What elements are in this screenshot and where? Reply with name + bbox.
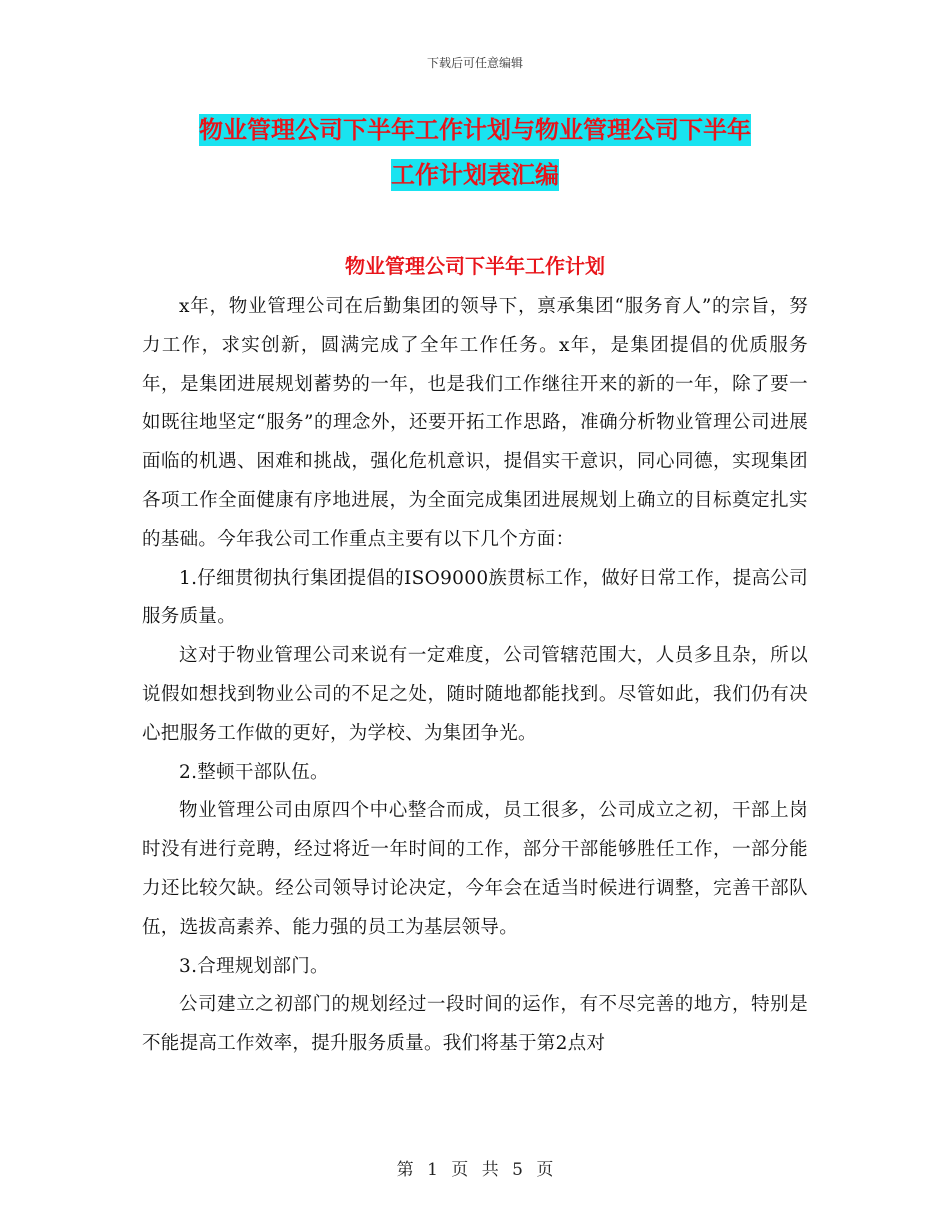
paragraph: 2.整顿干部队伍。 [179,761,329,783]
paragraph: 这对于物业管理公司来说有一定难度，公司管辖范围大，人员多且杂，所以说假如想找到物业公司的不足之处，随时随地都能找到。尽管如此，我们仍有决心把服务工作做的更好，为学校、为集团争光。 [142,645,808,744]
header-note: 下载后可任意编辑 [426,56,523,70]
paragraph: 3.合理规划部门。 [179,955,329,977]
document-title [140,108,810,198]
document-body [142,288,808,1064]
paragraph: x年，物业管理公司在后勤集团的领导下，禀承集团“服务育人”的宗旨，努力工作，求实创新，圆满完成了全年工作任务。x年，是集团提倡的优质服务年，是集团进展规划蓄势的一年，也是我们工作继往开来的新的一年，除了要一如既往地坚定“服务”的理念外，还要开拓工作思路，准确分析物业管理公司进展面临的机遇、困难和挑战，强化危机意识，提倡实干意识，同心同德，实现集团各项工作全面健康有序地进展，为全面完成集团进展规划上确立的目标奠定扎实的基础。今年我公司工作重点主要有以下几个方面： [142,296,808,550]
paragraph: 公司建立之初部门的规划经过一段时间的运作，有不尽完善的地方，特别是不能提高工作效率，提升服务质量。我们将基于第2点对 [142,994,808,1055]
document-title-line-2: 工作计划表汇编 [391,161,559,189]
document-title-line-1: 物业管理公司下半年工作计划与物业管理公司下半年 [199,116,751,144]
section-title: 物业管理公司下半年工作计划 [345,254,605,278]
paragraph: 1.仔细贯彻执行集团提倡的ISO9000族贯标工作，做好日常工作，提高公司服务质量。 [142,567,808,628]
page-footer: 第 1 页 共 5 页 [396,1160,554,1180]
paragraph: 物业管理公司由原四个中心整合而成，员工很多，公司成立之初，干部上岗时没有进行竞聘，经过将近一年时间的工作，部分干部能够胜任工作，一部分能力还比较欠缺。经公司领导讨论决定，今年会在适当时候进行调整，完善干部队伍，选拔高素养、能力强的员工为基层领导。 [142,800,808,938]
